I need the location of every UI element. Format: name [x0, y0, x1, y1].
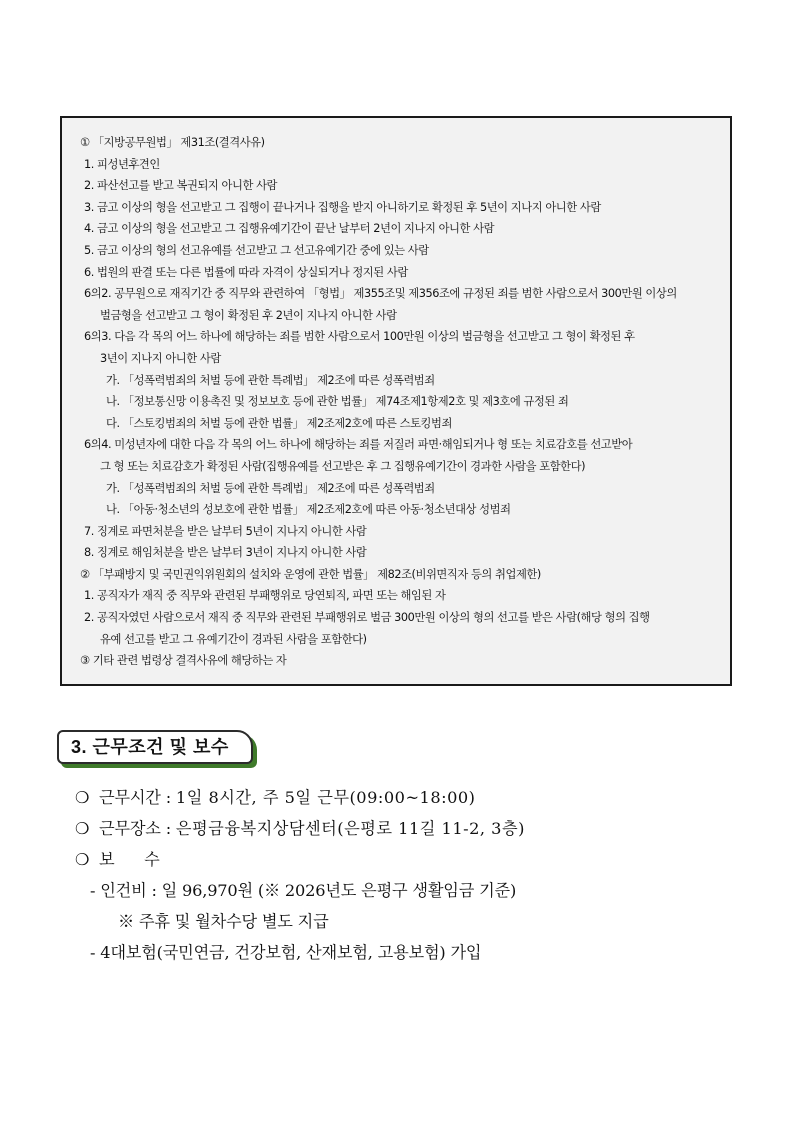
disqualification-line: 나. 「정보통신망 이용촉진 및 정보보호 등에 관한 법률」 제74조제1항제2호 및 제3호에 규정된 죄 — [106, 395, 569, 409]
disqualification-line: 6의3. 다음 각 목의 어느 하나에 해당하는 죄를 범한 사람으로서 100만원 이상의 벌금형을 선고받고 그 형이 확정된 후 — [84, 330, 635, 344]
disqualification-line: 나. 「아동·청소년의 성보호에 관한 법률」 제2조제2호에 따른 아동·청소년대상 성범죄 — [106, 503, 511, 517]
work-place-label: 근무장소 : — [99, 819, 171, 838]
bullet-circle-icon: ❍ — [75, 850, 90, 869]
disqualification-line: 유예 선고를 받고 그 유예기간이 경과된 사람을 포함한다) — [100, 632, 367, 646]
disqualification-line: 2. 공직자였던 사람으로서 재직 중 직무와 관련된 부패행위로 벌금 300만원 이상의 형의 선고를 받은 사람(해당 형의 집행 — [84, 611, 650, 625]
work-place-item — [75, 815, 755, 839]
disqualification-line: ① 「지방공무원법」 제31조(결격사유) — [80, 136, 265, 149]
work-hours-item — [75, 784, 755, 808]
disqualification-line: 4. 금고 이상의 형을 선고받고 그 집행유예기간이 끝난 날부터 2년이 지나지 아니한 사람 — [84, 222, 495, 236]
pay-label: 보 수 — [99, 850, 160, 869]
disqualification-line: 다. 「스토킹범죄의 처벌 등에 관한 법률」 제2조제2호에 따른 스토킹범죄 — [106, 416, 452, 430]
disqualification-line: ② 「부패방지 및 국민권익위원회의 설치와 운영에 관한 법률」 제82조(비위면직자 등의 취업제한) — [80, 567, 541, 581]
disqualification-line: 1. 공직자가 재직 중 직무와 관련된 부패행위로 당연퇴직, 파면 또는 해임된 자 — [84, 589, 446, 603]
disqualification-line: 가. 「성폭력범죄의 처벌 등에 관한 특례법」 제2조에 따른 성폭력범죄 — [106, 481, 435, 495]
disqualification-line: 6의2. 공무원으로 재직기간 중 직무와 관련하여 「형법」 제355조및 제356조에 규정된 죄를 범한 사람으로서 300만원 이상의 — [84, 287, 677, 301]
bullet-circle-icon: ❍ — [75, 788, 90, 807]
pay-item — [75, 846, 755, 870]
disqualification-line: 2. 파산선고를 받고 복권되지 아니한 사람 — [84, 179, 277, 193]
disqualification-line: 8. 징계로 해임처분을 받은 날부터 3년이 지나지 아니한 사람 — [84, 546, 367, 560]
bullet-circle-icon: ❍ — [75, 819, 90, 838]
disqualification-line: 5. 금고 이상의 형의 선고유예를 선고받고 그 선고유예기간 중에 있는 사람 — [84, 243, 429, 257]
section-heading: 3. 근무조건 및 보수 — [57, 730, 253, 764]
allowance-note-line: ※ 주휴 및 월차수당 별도 지급 — [118, 912, 329, 931]
section-heading-tab — [57, 730, 257, 768]
disqualification-line: 1. 피성년후견인 — [84, 157, 160, 171]
disqualification-line: 그 형 또는 치료감호가 확정된 사람(집행유예를 선고받은 후 그 집행유예기간이 경과한 사람을 포함한다) — [100, 459, 586, 473]
disqualification-line: 6. 법원의 판결 또는 다른 법률에 따라 자격이 상실되거나 정지된 사람 — [84, 265, 408, 279]
work-hours-label: 근무시간 : — [99, 788, 171, 807]
insurance-line: - 4대보험(국민연금, 건강보험, 산재보험, 고용보험) 가입 — [90, 943, 482, 962]
work-place-value: 은평금융복지상담센터(은평로 11길 11-2, 3층) — [175, 819, 525, 838]
disqualification-line: ③ 기타 관련 법령상 결격사유에 해당하는 자 — [80, 654, 287, 668]
disqualification-line: 벌금형을 선고받고 그 형이 확정된 후 2년이 지나지 아니한 사람 — [100, 308, 397, 322]
disqualification-line: 7. 징계로 파면처분을 받은 날부터 5년이 지나지 아니한 사람 — [84, 524, 367, 538]
labor-cost-line: - 인건비 : 일 96,970원 (※ 2026년도 은평구 생활임금 기준) — [90, 881, 517, 900]
disqualification-line: 3년이 지나지 아니한 사람 — [100, 351, 221, 365]
disqualification-line: 가. 「성폭력범죄의 처벌 등에 관한 특례법」 제2조에 따른 성폭력범죄 — [106, 373, 435, 387]
disqualification-line: 3. 금고 이상의 형을 선고받고 그 집행이 끝나거나 집행을 받지 아니하기로 확정된 후 5년이 지나지 아니한 사람 — [84, 200, 601, 214]
work-hours-value: 1일 8시간, 주 5일 근무(09:00~18:00) — [175, 788, 476, 807]
disqualification-line: 6의4. 미성년자에 대한 다음 각 목의 어느 하나에 해당하는 죄를 저질러 파면·해임되거나 형 또는 치료감호를 선고받아 — [84, 438, 633, 452]
disqualification-box — [60, 116, 732, 686]
